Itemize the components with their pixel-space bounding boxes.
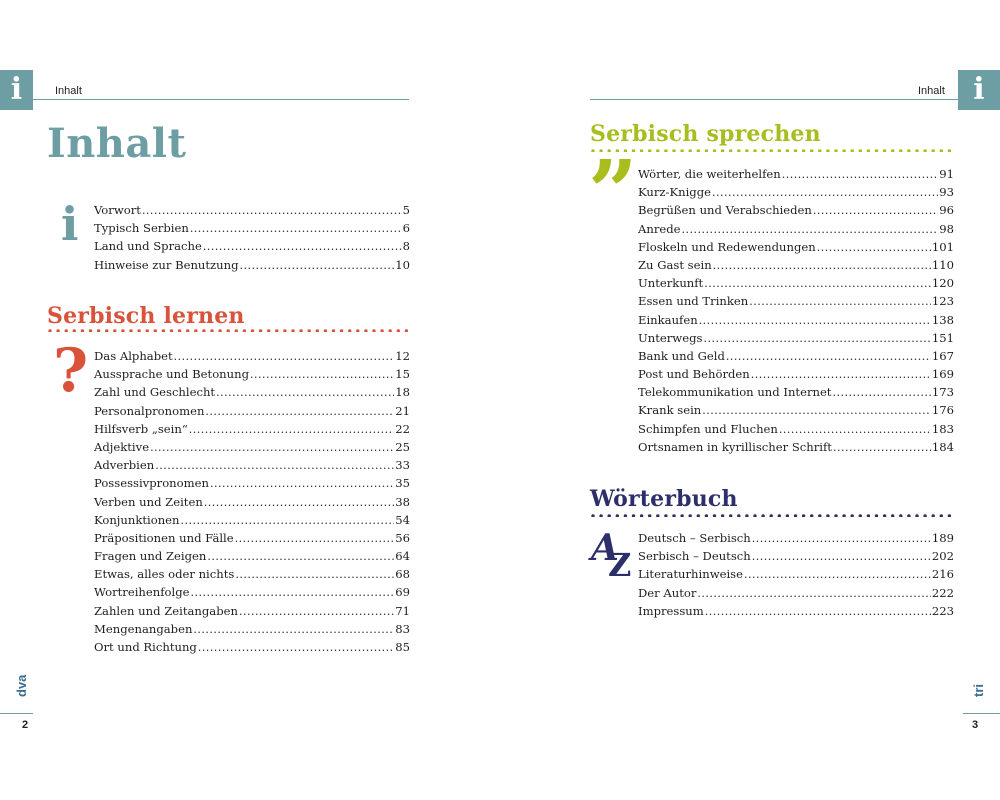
toc-entry xyxy=(94,585,410,603)
toc-entry-page: 35 xyxy=(395,476,410,491)
toc-dot-leader xyxy=(189,423,394,436)
toc-entry xyxy=(638,367,954,385)
toc-entry xyxy=(638,294,954,312)
toc-dot-leader xyxy=(833,441,931,454)
toc-entry-page: 167 xyxy=(931,348,954,363)
section-title-woerterbuch: Wörterbuch xyxy=(590,486,738,512)
toc-dot-leader xyxy=(752,532,931,545)
toc-entry xyxy=(638,167,954,185)
toc-entry-label: Post und Behörden xyxy=(638,367,750,382)
toc-entry-page: 21 xyxy=(395,403,410,418)
toc-entry-label: Etwas, alles oder nichts xyxy=(94,567,235,582)
toc-dot-leader xyxy=(682,223,939,236)
toc-entry-label: Ortsnamen in kyrillischer Schrift xyxy=(638,439,832,454)
toc-entry-page: 85 xyxy=(395,640,410,654)
toc-dot-leader xyxy=(704,277,931,290)
toc-dot-leader xyxy=(190,222,402,235)
toc-entry-label: Zu Gast sein xyxy=(638,257,712,272)
toc-entry-page: 91 xyxy=(939,167,954,181)
toc-entry-page: 184 xyxy=(931,439,954,454)
toc-entry-page: 223 xyxy=(931,603,954,618)
toc-entry-label: Adverbien xyxy=(94,458,155,473)
toc-entry-label: Mengenangaben xyxy=(94,621,193,636)
toc-entry-label: Kurz-Knigge xyxy=(638,185,711,200)
toc-dot-leader xyxy=(203,240,402,253)
toc-entry xyxy=(638,604,954,622)
az-icon-z: Z xyxy=(608,546,632,584)
info-badge-left: i xyxy=(0,70,33,110)
toc-entry-page: 120 xyxy=(931,276,954,291)
toc-entry-page: 176 xyxy=(931,403,954,418)
toc-entry xyxy=(638,531,954,549)
toc-entry xyxy=(94,349,410,367)
toc-entry-label: Personalpronomen xyxy=(94,403,205,418)
toc-dot-leader xyxy=(205,405,394,418)
toc-entry xyxy=(94,422,410,440)
toc-entry xyxy=(94,367,410,385)
toc-entry-page: 8 xyxy=(402,239,410,254)
toc-dot-leader xyxy=(181,514,395,527)
toc-entry-page: 222 xyxy=(931,585,954,600)
toc-entry xyxy=(638,185,954,203)
toc-entry-label: Possessivpronomen xyxy=(94,476,209,491)
toc-entry-label: Einkaufen xyxy=(638,312,698,327)
toc-entry-label: Adjektive xyxy=(94,439,150,454)
toc-dot-leader xyxy=(193,623,394,636)
toc-entry-page: 96 xyxy=(939,203,954,218)
toc-entry xyxy=(94,221,410,239)
toc-entry-label: Unterkunft xyxy=(638,276,704,291)
dotted-rule-sprechen xyxy=(590,148,955,152)
toc-entry-page: 138 xyxy=(931,312,954,327)
toc-entry-page: 173 xyxy=(931,385,954,400)
toc-entry xyxy=(94,549,410,567)
toc-dot-leader xyxy=(697,587,930,600)
toc-entry xyxy=(638,567,954,585)
toc-entry-page: 12 xyxy=(395,349,410,363)
toc-dot-leader xyxy=(699,314,931,327)
toc-entry-label: Wörter, die weiterhelfen xyxy=(638,167,781,181)
toc-entry-label: Impressum xyxy=(638,603,704,618)
toc-dot-leader xyxy=(751,368,931,381)
toc-entry xyxy=(94,640,410,658)
toc-dot-leader xyxy=(142,204,402,217)
toc-entry-label: Vorwort xyxy=(94,203,141,217)
toc-entry-page: 98 xyxy=(939,221,954,236)
toc-entry-label: Wortreihenfolge xyxy=(94,585,190,600)
toc-entry-label: Bank und Geld xyxy=(638,348,725,363)
toc-entry xyxy=(638,258,954,276)
toc-entry-page: 6 xyxy=(402,221,410,236)
toc-entry-page: 69 xyxy=(395,585,410,600)
toc-entry-label: Deutsch – Serbisch xyxy=(638,531,751,545)
toc-entry xyxy=(638,422,954,440)
toc-entry-page: 83 xyxy=(395,621,410,636)
toc-entry-page: 151 xyxy=(931,330,954,345)
toc-entry-label: Ort und Richtung xyxy=(94,640,197,654)
toc-entry-label: Schimpfen und Fluchen xyxy=(638,421,778,436)
toc-dot-leader xyxy=(817,241,931,254)
toc-entry-label: Präpositionen und Fälle xyxy=(94,530,234,545)
toc-entry xyxy=(638,331,954,349)
toc-entry xyxy=(94,476,410,494)
toc-entry-label: Unterwegs xyxy=(638,330,703,345)
page-title: Inhalt xyxy=(47,120,187,167)
az-icon-a: A xyxy=(591,527,619,569)
toc-entry-page: 189 xyxy=(931,531,954,545)
toc-entry-label: Zahlen und Zeitangaben xyxy=(94,603,238,618)
info-badge-right: i xyxy=(958,70,1000,110)
toc-entry xyxy=(94,604,410,622)
header-rule-right xyxy=(590,99,958,100)
toc-entry xyxy=(638,549,954,567)
toc-entry xyxy=(94,495,410,513)
toc-entry-page: 54 xyxy=(395,512,410,527)
toc-dot-leader xyxy=(240,259,395,272)
question-mark-icon: ? xyxy=(53,336,89,406)
toc-dot-leader xyxy=(174,350,395,363)
toc-entry-page: 216 xyxy=(931,567,954,582)
quote-icon: ” xyxy=(588,142,638,243)
toc-entry-label: Fragen und Zeigen xyxy=(94,549,207,564)
toc-entry-label: Das Alphabet xyxy=(94,349,173,363)
toc-entry-page: 18 xyxy=(395,385,410,400)
toc-entry-label: Krank sein xyxy=(638,403,702,418)
toc-entry xyxy=(638,240,954,258)
toc-dot-leader xyxy=(712,186,938,199)
toc-dot-leader xyxy=(250,368,394,381)
toc-entry-page: 123 xyxy=(931,294,954,309)
toc-entry xyxy=(94,404,410,422)
toc-entry-page: 64 xyxy=(395,549,410,564)
toc-entry xyxy=(94,458,410,476)
toc-entry xyxy=(638,440,954,458)
toc-dot-leader xyxy=(813,204,938,217)
toc-entry xyxy=(94,531,410,549)
toc-lernen-list xyxy=(94,349,410,658)
toc-entry-label: Essen und Trinken xyxy=(638,294,749,309)
toc-entry-label: Begrüßen und Verabschieden xyxy=(638,203,812,218)
toc-entry-page: 25 xyxy=(395,439,410,454)
toc-dot-leader xyxy=(190,586,394,599)
toc-entry xyxy=(94,203,410,221)
toc-dot-leader xyxy=(216,386,394,399)
toc-entry-page: 15 xyxy=(395,367,410,382)
toc-entry-label: Der Autor xyxy=(638,585,697,600)
section-title-serbisch-lernen: Serbisch lernen xyxy=(47,303,245,329)
toc-entry-label: Hilfsverb „sein“ xyxy=(94,421,188,436)
toc-entry-label: Serbisch – Deutsch xyxy=(638,549,751,564)
toc-entry-label: Floskeln und Redewendungen xyxy=(638,239,816,254)
toc-entry xyxy=(638,276,954,294)
footer-rule-left xyxy=(0,713,33,714)
toc-entry xyxy=(94,239,410,257)
info-icon: i xyxy=(61,197,79,251)
toc-entry-page: 71 xyxy=(395,603,410,618)
toc-dot-leader xyxy=(198,641,394,654)
toc-dot-leader xyxy=(235,568,394,581)
toc-entry-page: 68 xyxy=(395,567,410,582)
toc-entry-label: Anrede xyxy=(638,221,681,236)
toc-sprechen-list xyxy=(638,167,954,458)
toc-entry-page: 183 xyxy=(931,421,954,436)
toc-entry-label: Konjunktionen xyxy=(94,512,180,527)
toc-entry-page: 22 xyxy=(395,421,410,436)
toc-entry-label: Zahl und Geschlecht xyxy=(94,385,216,400)
toc-dot-leader xyxy=(210,477,394,490)
toc-entry-label: Verben und Zeiten xyxy=(94,494,203,509)
toc-dot-leader xyxy=(702,404,931,417)
toc-entry xyxy=(94,567,410,585)
toc-entry-page: 169 xyxy=(931,367,954,382)
toc-dot-leader xyxy=(744,568,931,581)
running-header-left: Inhalt xyxy=(55,85,82,97)
toc-entry xyxy=(638,586,954,604)
toc-entry xyxy=(638,203,954,221)
dotted-rule-lernen xyxy=(47,328,412,332)
page-number-right: 3 xyxy=(972,719,979,731)
toc-entry xyxy=(94,622,410,640)
toc-entry xyxy=(638,313,954,331)
toc-entry-page: 56 xyxy=(395,530,410,545)
toc-entry-page: 101 xyxy=(931,239,954,254)
toc-entry xyxy=(94,258,410,276)
header-rule-left xyxy=(33,99,409,100)
footer-rule-right xyxy=(963,713,1000,714)
toc-entry-label: Aussprache und Betonung xyxy=(94,367,250,382)
toc-entry-label: Typisch Serbien xyxy=(94,221,189,236)
toc-dot-leader xyxy=(752,550,931,563)
toc-entry-page: 93 xyxy=(939,185,954,200)
toc-entry-page: 10 xyxy=(395,257,410,272)
toc-entry xyxy=(94,440,410,458)
toc-entry-label: Hinweise zur Benutzung xyxy=(94,257,239,272)
toc-dot-leader xyxy=(713,259,931,272)
toc-entry xyxy=(638,222,954,240)
toc-dot-leader xyxy=(782,168,939,181)
toc-entry xyxy=(638,349,954,367)
toc-entry-page: 5 xyxy=(402,203,410,217)
toc-dot-leader xyxy=(726,350,931,363)
toc-entry-page: 33 xyxy=(395,458,410,473)
toc-entry-page: 110 xyxy=(931,257,954,272)
toc-dot-leader xyxy=(239,605,394,618)
running-header-right: Inhalt xyxy=(918,85,945,97)
toc-entry xyxy=(638,403,954,421)
toc-dot-leader xyxy=(749,295,931,308)
toc-entry-label: Land und Sprache xyxy=(94,239,202,254)
toc-entry xyxy=(94,513,410,531)
toc-entry xyxy=(94,385,410,403)
toc-dot-leader xyxy=(207,550,394,563)
toc-dot-leader xyxy=(779,423,931,436)
toc-dot-leader xyxy=(703,332,930,345)
toc-entry-page: 38 xyxy=(395,494,410,509)
toc-dot-leader xyxy=(204,496,394,509)
dotted-rule-woerterbuch xyxy=(590,513,955,517)
toc-entry-page: 202 xyxy=(931,549,954,564)
page-number-left: 2 xyxy=(22,719,29,731)
side-tab-tri: tri xyxy=(971,684,986,697)
section-title-serbisch-sprechen: Serbisch sprechen xyxy=(590,121,821,147)
toc-entry-label: Literaturhinweise xyxy=(638,567,743,582)
toc-dot-leader xyxy=(832,386,930,399)
toc-woerterbuch-list xyxy=(638,531,954,622)
toc-dot-leader xyxy=(705,605,931,618)
toc-entry-label: Telekommunikation und Internet xyxy=(638,385,832,400)
side-tab-dva: dva xyxy=(14,674,29,697)
toc-dot-leader xyxy=(235,532,395,545)
toc-entry xyxy=(638,385,954,403)
toc-dot-leader xyxy=(155,459,394,472)
toc-dot-leader xyxy=(150,441,394,454)
toc-intro-list xyxy=(94,203,410,276)
